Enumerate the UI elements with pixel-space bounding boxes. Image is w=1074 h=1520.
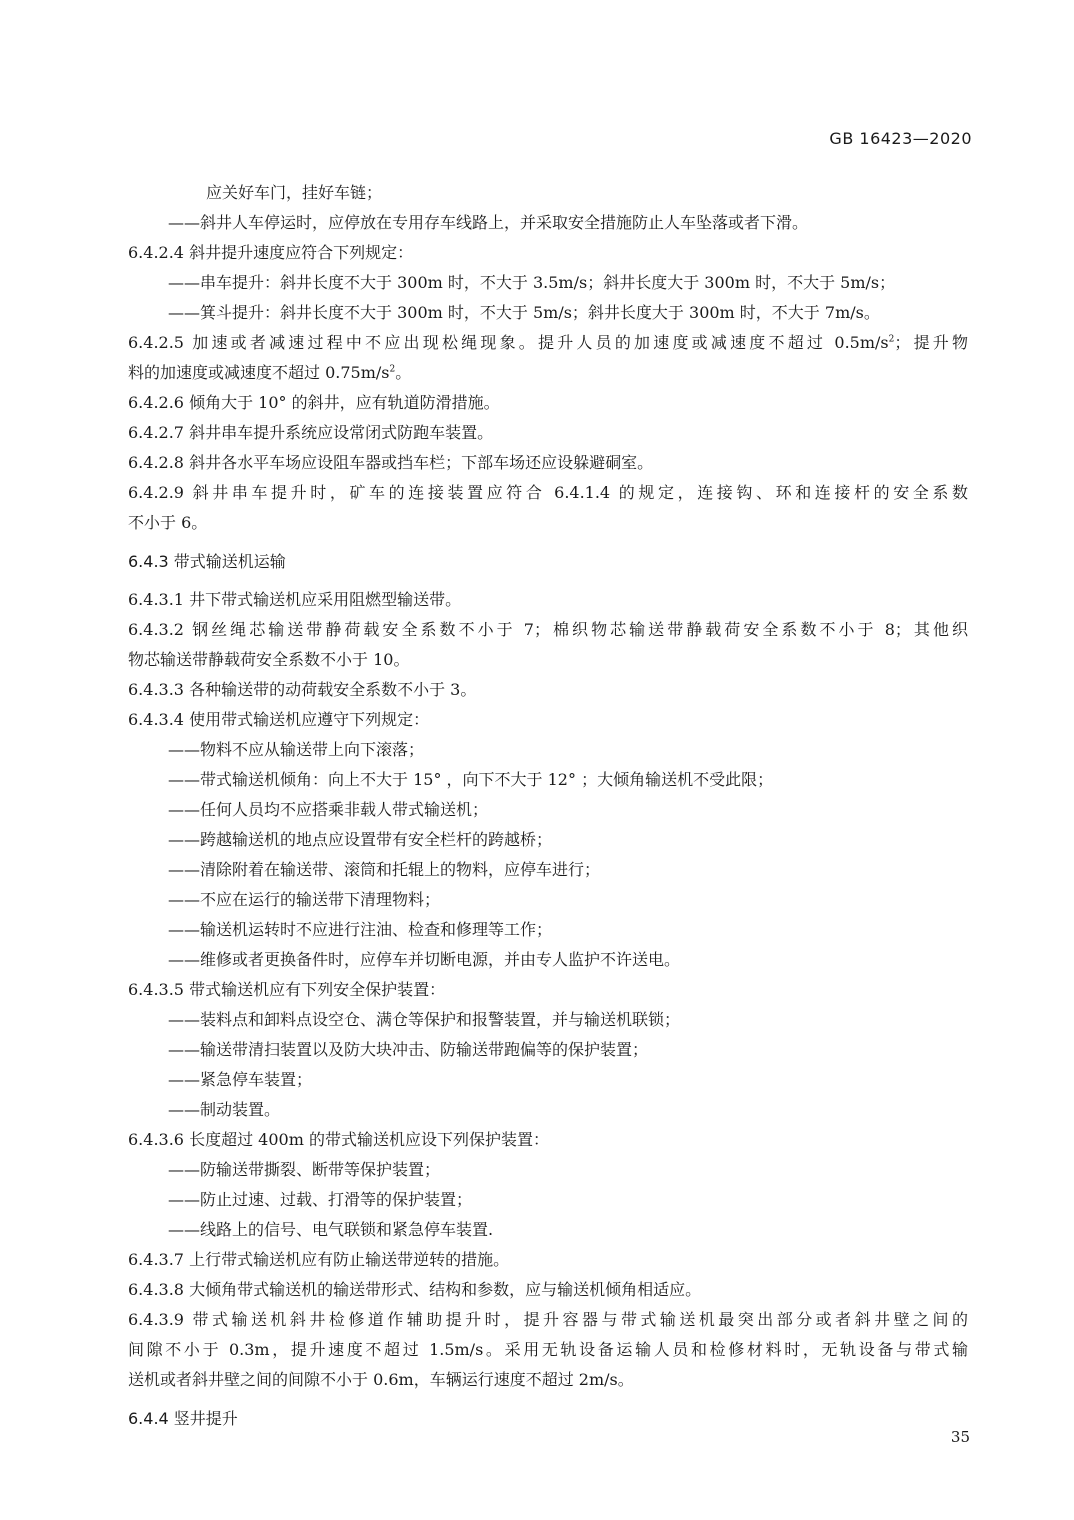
list-item: ——斜井人车停运时，应停放在专用存车线路上，并采取安全措施防止人车坠落或者下滑。 — [168, 213, 809, 232]
clause-continuation: 送机或者斜井壁之间的间隙不小于 0.6m，车辆运行速度不超过 2m/s。 — [128, 1370, 634, 1389]
list-item: ——跨越输送机的地点应设置带有安全栏杆的跨越桥； — [168, 830, 553, 849]
clause: 6.4.2.8 斜井各水平车场应设阻车器或挡车栏；下部车场还应设躲避硐室。 — [128, 453, 654, 472]
clause: 6.4.3.3 各种输送带的动荷载安全系数不小于 3。 — [128, 680, 477, 699]
clause: 6.4.3.8 大倾角带式输送机的输送带形式、结构和参数，应与输送机倾角相适应。 — [128, 1280, 702, 1299]
list-item: ——串车提升：斜井长度不大于 300m 时，不大于 3.5m/s；斜井长度大于 300m 时，不大于 5m/s； — [168, 273, 896, 292]
clause: 6.4.2.9 斜井串车提升时，矿车的连接装置应符合 6.4.1.4 的规定，连接钩、环和连接杆的安全系数 — [128, 483, 968, 502]
list-item: ——输送机运转时不应进行注油、检查和修理等工作； — [168, 920, 553, 939]
clause: 6.4.3.5 带式输送机应有下列安全保护装置： — [128, 980, 446, 999]
list-item: ——紧急停车装置； — [168, 1070, 313, 1089]
list-item: ——物料不应从输送带上向下滚落； — [168, 740, 425, 759]
standard-number: GB 16423—2020 — [829, 129, 972, 148]
list-item: ——维修或者更换备件时，应停车并切断电源，并由专人监护不许送电。 — [168, 950, 681, 969]
clause: 6.4.3.7 上行带式输送机应有防止输送带逆转的措施。 — [128, 1250, 510, 1269]
section-heading: 6.4.3 带式输送机运输 — [128, 552, 286, 571]
list-item-continuation: 应关好车门，挂好车链； — [206, 183, 383, 202]
clause: 6.4.2.6 倾角大于 10° 的斜井，应有轨道防滑措施。 — [128, 393, 500, 412]
clause-continuation: 不小于 6。 — [128, 513, 208, 532]
clause: 6.4.3.2 钢丝绳芯输送带静荷载安全系数不小于 7；棉织物芯输送带静载荷安全系数不小于 8；其他织 — [128, 620, 968, 639]
list-item: ——装料点和卸料点设空仓、满仓等保护和报警装置，并与输送机联锁； — [168, 1010, 681, 1029]
clause: 6.4.2.5 加速或者减速过程中不应出现松绳现象。提升人员的加速度或减速度不超过 $0.5m/s^2$；提升物 — [128, 333, 968, 352]
clause: 6.4.2.4 斜井提升速度应符合下列规定： — [128, 243, 414, 262]
list-item: ——制动装置。 — [168, 1100, 281, 1119]
clause: 6.4.3.9 带式输送机斜井检修道作辅助提升时，提升容器与带式输送机最突出部分或者斜井壁之间的 — [128, 1310, 968, 1329]
list-item: ——线路上的信号、电气联锁和紧急停车装置. — [168, 1220, 494, 1239]
list-item: ——防止过速、过载、打滑等的保护装置； — [168, 1190, 473, 1209]
superscript: 2 — [888, 334, 895, 345]
list-item: ——任何人员均不应搭乘非载人带式输送机； — [168, 800, 489, 819]
list-item: ——箕斗提升：斜井长度不大于 300m 时，不大于 5m/s；斜井长度大于 300m 时，不大于 7m/s。 — [168, 303, 880, 322]
superscript: 2 — [389, 364, 396, 375]
page-number: 35 — [950, 1428, 970, 1446]
list-item: ——输送带清扫装置以及防大块冲击、防输送带跑偏等的保护装置； — [168, 1040, 649, 1059]
clause: 6.4.3.6 长度超过 400m 的带式输送机应设下列保护装置： — [128, 1130, 549, 1149]
clause-continuation: 间隙不小于 0.3m，提升速度不超过 1.5m/s。采用无轨设备运输人员和检修材料时，无轨设备与带式输 — [128, 1340, 968, 1359]
clause-continuation: 物芯输送带静载荷安全系数不小于 10。 — [128, 650, 410, 669]
clause: 6.4.3.1 井下带式输送机应采用阻燃型输送带。 — [128, 590, 462, 609]
clause: 6.4.2.7 斜井串车提升系统应设常闭式防跑车装置。 — [128, 423, 494, 442]
clause: 6.4.3.4 使用带式输送机应遵守下列规定： — [128, 710, 430, 729]
list-item: ——清除附着在输送带、滚筒和托辊上的物料，应停车进行； — [168, 860, 601, 879]
clause-continuation: 料的加速度或减速度不超过 $0.75m/s^2$。 — [128, 363, 412, 382]
section-heading: 6.4.4 竖井提升 — [128, 1409, 238, 1428]
list-item: ——防输送带撕裂、断带等保护装置； — [168, 1160, 441, 1179]
document-body — [128, 178, 968, 1442]
list-item: ——不应在运行的输送带下清理物料； — [168, 890, 441, 909]
list-item: ——带式输送机倾角：向上不大于 15° ，向下不大于 12° ；大倾角输送机不受此限； — [168, 770, 774, 789]
